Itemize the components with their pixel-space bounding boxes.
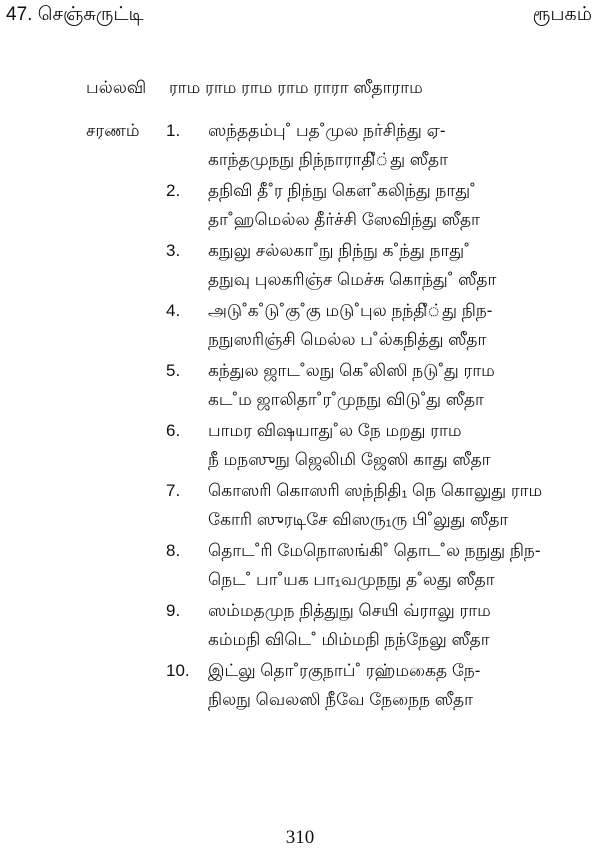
pallavi-label: பல்லவி <box>86 78 147 97</box>
stanza-number: 5. <box>166 361 181 380</box>
stanza-number: 6. <box>166 421 181 440</box>
stanza-line-2: நிலநு வெலஸி நீவே நேநைந ஸீதா <box>208 690 473 709</box>
page-header <box>0 4 600 30</box>
stanza-number: 4. <box>166 301 181 320</box>
stanza-3 <box>0 241 600 301</box>
stanza-line-1: தநிவி தீ˚ர நிந்நு கௌ˚கலிந்து நாது˚ <box>208 181 476 200</box>
stanza-line-2: காந்தமுநநு நிந்நாராதிஂ்து ஸீதா <box>208 150 448 169</box>
stanza-7 <box>0 481 600 541</box>
stanza-line-2: தா˚ஹமெல்ல தீர்ச்சி ஸேவிந்து ஸீதா <box>208 210 480 229</box>
song-title: 47. செஞ்சுருட்டி <box>6 4 144 25</box>
charanam-stanza-list <box>0 121 600 721</box>
stanza-line-1: பாமர விஷயாது˚ல நே மறது ராம <box>208 421 462 440</box>
stanza-line-1: இட்லு தொ˚ரகுநாப்˚ ரஹ்மகைத நே- <box>208 661 481 680</box>
stanza-line-1: கநுலு சல்லகா˚நு நிந்நு க˚ந்து நாது˚ <box>208 241 470 260</box>
stanza-line-2: கட˚ம ஜாலிதா˚ர˚முநநு விடு˚து ஸீதா <box>208 390 484 409</box>
stanza-10 <box>0 661 600 721</box>
stanza-8 <box>0 541 600 601</box>
stanza-line-2: நெட˚ பா˚யக பா₁வமுநநு த˚லது ஸீதா <box>208 570 495 589</box>
stanza-2 <box>0 181 600 241</box>
charanam-label: சரணம் <box>86 121 140 140</box>
stanza-line-1: கந்துல ஜாட˚லநு கெ˚லிஸி நடு˚து ராம <box>208 361 495 380</box>
stanza-line-2: நீ மநஸுநு ஜெலிமி ஜேஸி காது ஸீதா <box>208 450 491 469</box>
stanza-number: 8. <box>166 541 181 560</box>
stanza-number: 2. <box>166 181 181 200</box>
stanza-line-2: தநுவு புலகரிஞ்ச மெச்சு கொந்து˚ ஸீதா <box>208 270 497 289</box>
pallavi-section <box>0 78 600 108</box>
stanza-line-2: கம்மநி விடெ˚ மிம்மநி நந்நேலு ஸீதா <box>208 630 490 649</box>
page-number: 310 <box>285 827 315 848</box>
stanza-number: 9. <box>166 601 181 620</box>
stanza-6 <box>0 421 600 481</box>
stanza-1 <box>0 121 600 181</box>
stanza-number: 7. <box>166 481 181 500</box>
stanza-line-2: நநுஸரிஞ்சி மெல்ல ப˚ல்கநித்து ஸீதா <box>208 330 487 349</box>
stanza-line-2: கோரி ஸுரடிசே விஸரு₁ரு பி˚லுது ஸீதா <box>208 510 509 529</box>
stanza-line-1: கொஸரி கொஸரி ஸந்நிதி₁ நெ கொலுது ராம <box>208 481 543 500</box>
stanza-line-1: ஸந்ததம்பு˚ பத˚முல நர்சிந்து ஏ- <box>208 121 446 140</box>
stanza-line-1: அடு˚க˚டு˚கு˚கு மடு˚புல நந்திஂ்து நிந- <box>208 301 493 320</box>
stanza-number: 3. <box>166 241 181 260</box>
stanza-5 <box>0 361 600 421</box>
stanza-line-1: தொட˚ரி மேநொஸங்கி˚ தொட˚ல நநுது நிந- <box>208 541 541 560</box>
stanza-line-1: ஸம்மதமுந நித்துநு செயி வ்ராலு ராம <box>208 601 491 620</box>
stanza-4 <box>0 301 600 361</box>
pallavi-text: ராம ராம ராம ராம ராரா ஸீதாராம <box>169 78 423 97</box>
raga-name: ரூபகம் <box>532 4 592 25</box>
stanza-9 <box>0 601 600 661</box>
stanza-number: 10. <box>166 661 190 680</box>
stanza-number: 1. <box>166 121 181 140</box>
